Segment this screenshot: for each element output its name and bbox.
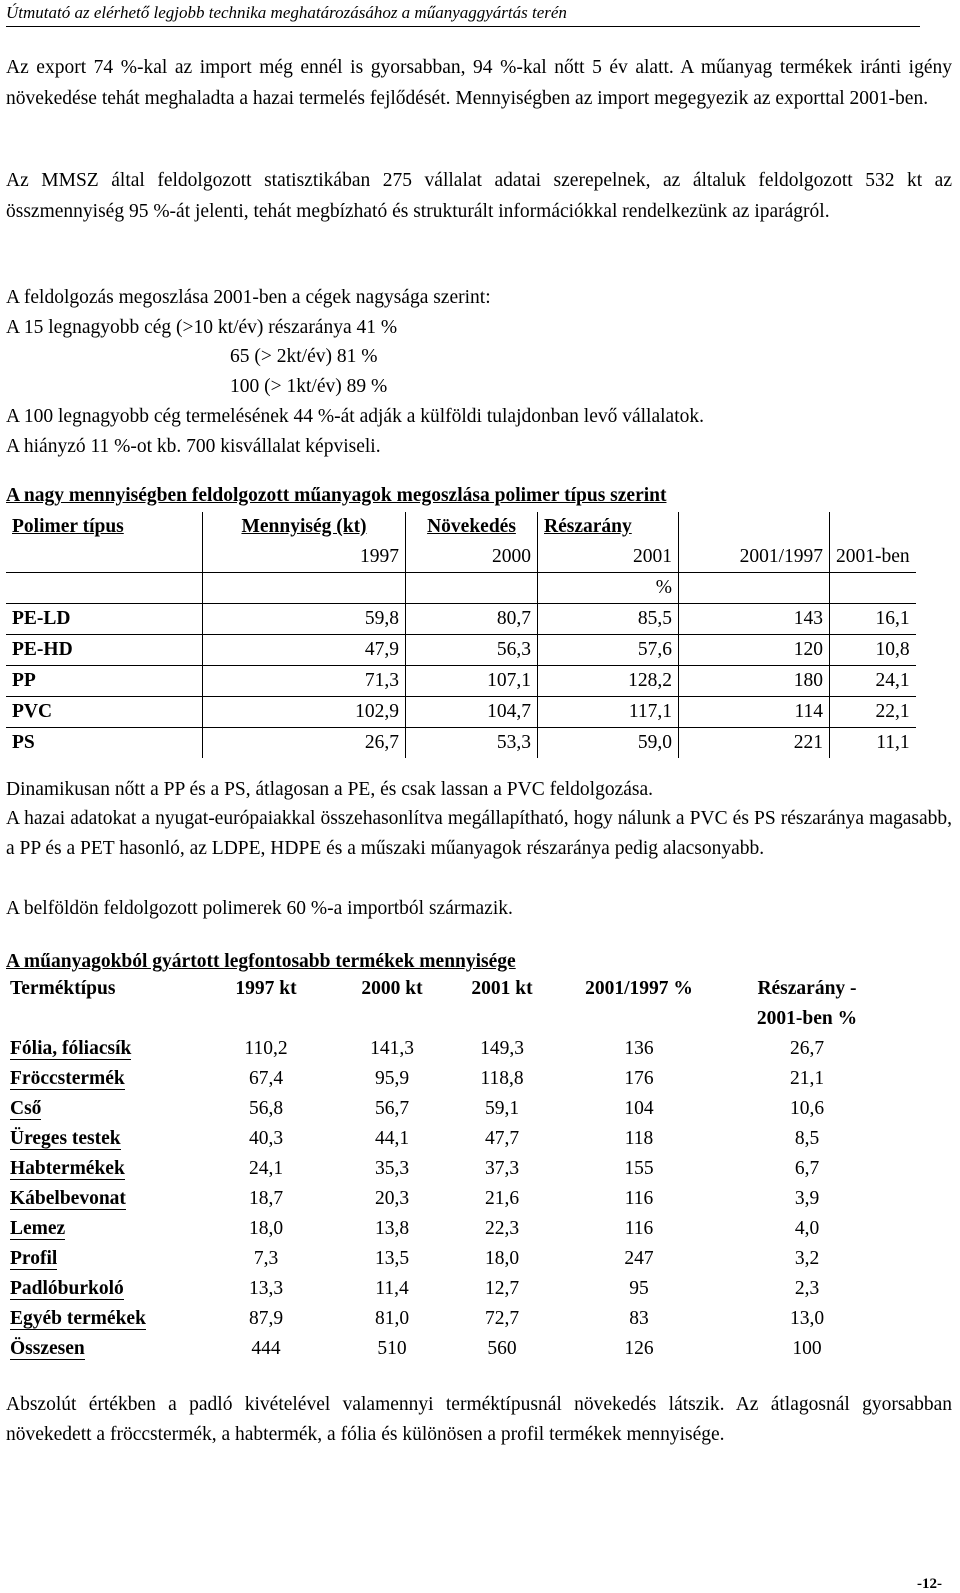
year-cell: 2001/1997 [679, 542, 830, 573]
header-cell: 2001 kt [471, 978, 533, 999]
header-cell: Polimer típus [12, 516, 124, 537]
text-line: A belföldön feldolgozott polimerek 60 %-a importból származik. [6, 898, 513, 919]
text-line: 65 (> 2kt/év) 81 % [230, 346, 378, 367]
text-line: A 15 legnagyobb cég (>10 kt/év) részaránya 41 % [6, 317, 398, 338]
header-cell: Terméktípus [10, 978, 116, 999]
table-row: PP 71,3 107,1 128,2 180 24,1 [6, 666, 916, 697]
header-cell: Részarány - [757, 978, 857, 999]
page-header: Útmutató az elérhető legjobb technika meghatározásához a műanyaggyártás terén [6, 2, 920, 27]
text-line: Dinamikusan nőtt a PP és a PS, átlagosan a PE, és csak lassan a PVC feldolgozása. [6, 779, 654, 800]
paragraph-conclusion: Abszolút értékben a padló kivételével valamennyi terméktípusnál növekedés látszik. Az átlagosnál gyorsabban növekedett a fröccstermék, a habtermék, a fólia és különösen a profil termékek mennyisége. [6, 1394, 952, 1445]
year-cell: 2001 [538, 542, 679, 573]
table-row: Profil 7,3 13,5 18,0 247 3,2 [10, 1248, 820, 1269]
table-row: Cső 56,8 56,7 59,1 104 10,6 [10, 1098, 825, 1119]
header-cell [679, 512, 830, 542]
header-cell: 2001-ben % [756, 1008, 858, 1029]
table-row: PE-LD 59,8 80,7 85,5 143 16,1 [6, 604, 916, 635]
table-row: Padlóburkoló 13,3 11,4 12,7 95 2,3 [10, 1278, 820, 1299]
text-line: A 100 legnagyobb cég termelésének 44 %-át adják a külföldi tulajdonban levő vállalatok. [6, 406, 704, 427]
header-cell: Mennyiség (kt) [203, 512, 406, 542]
table-row: Fröccstermék 67,4 95,9 118,8 176 21,1 [10, 1068, 825, 1089]
table-row: Összesen 444 510 560 126 100 [10, 1338, 822, 1359]
table-row: Fólia, fóliacsík 110,2 141,3 149,3 136 26,7 [10, 1038, 825, 1059]
table-row: Egyéb termékek 87,9 81,0 72,7 83 13,0 [10, 1308, 825, 1329]
year-cell: 1997 [203, 542, 406, 573]
table-row: Üreges testek 40,3 44,1 47,7 118 8,5 [10, 1128, 820, 1149]
table-row: Habtermékek 24,1 35,3 37,3 155 6,7 [10, 1158, 820, 1179]
header-cell: Növekedés [406, 512, 538, 542]
table-row: PVC 102,9 104,7 117,1 114 22,1 [6, 697, 916, 728]
text-line: A feldolgozás megoszlása 2001-ben a cégek nagysága szerint: [6, 287, 491, 308]
table1-title: A nagy mennyiségben feldolgozott műanyagok megoszlása polimer típus szerint [6, 485, 667, 506]
header-cell: 2001/1997 % [585, 978, 693, 999]
header-cell: 2000 kt [361, 978, 423, 999]
year-cell: 2001-ben [830, 542, 916, 573]
polymer-table [6, 512, 916, 758]
unit-cell: % [538, 573, 679, 604]
year-cell: 2000 [406, 542, 538, 573]
header-cell: 1997 kt [235, 978, 297, 999]
products-table [6, 974, 892, 1364]
table-row: PE-HD 47,9 56,3 57,6 120 10,8 [6, 635, 916, 666]
paragraph-mmsz-statistics: Az MMSZ által feldolgozott statisztikában 275 vállalat adatai szerepelnek, az általuk feldolgozott 532 kt az összmennyiség 95 %-át jelenti, tehát megbízható és strukturált információkkal rendelkezünk az iparágról. [6, 170, 952, 222]
table-row: Lemez 18,0 13,8 22,3 116 4,0 [10, 1218, 820, 1239]
paragraph-comparison: A hazai adatokat a nyugat-európaiakkal összehasonlítva megállapítható, hogy nálunk a PVC és PS részaránya magasabb, a PP és a PET hasonló, az LDPE, HDPE és a műszaki műanyagok részaránya pedig alacsonyabb. [6, 808, 952, 859]
header-cell: Részarány [538, 512, 679, 542]
text-line: A hiányzó 11 %-ot kb. 700 kisvállalat képviseli. [6, 436, 381, 457]
page-number: -12- [917, 1576, 942, 1592]
paragraph-export-import: Az export 74 %-kal az import még ennél is gyorsabban, 94 %-kal nőtt 5 év alatt. A műanyag termékek iránti igény növekedése tehát meghaladta a hazai termelés fejlődését. Mennyiségben az import megegyezik az exporttal 2001-ben. [6, 57, 952, 109]
header-cell [830, 512, 916, 542]
table-row: Kábelbevonat 18,7 20,3 21,6 116 3,9 [10, 1188, 820, 1209]
table-row: PS 26,7 53,3 59,0 221 11,1 [6, 728, 916, 759]
table2-title: A műanyagokból gyártott legfontosabb termékek mennyisége [6, 951, 516, 972]
text-line: 100 (> 1kt/év) 89 % [230, 376, 388, 397]
